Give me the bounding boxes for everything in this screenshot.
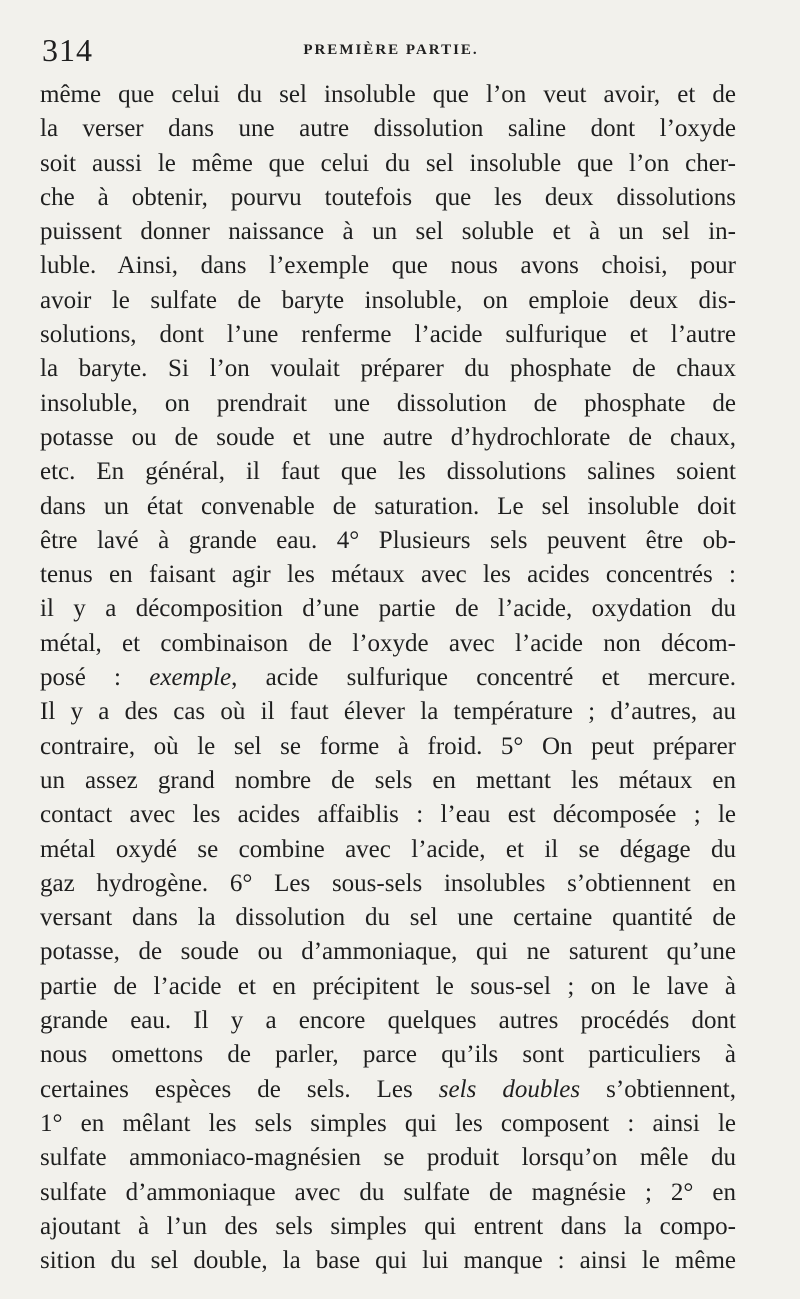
- body-text: [40, 78, 736, 1278]
- text-line: métal, et combinaison de l’oxyde avec l’acide non décom-: [40, 629, 736, 657]
- text-line: sulfate ammoniaco-magnésien se produit lorsqu’on mêle du: [40, 1144, 736, 1172]
- text-line: contact avec les acides affaiblis : l’eau est décomposée ; le: [40, 801, 736, 829]
- text-line: avoir le sulfate de baryte insoluble, on emploie deux dis-: [40, 286, 736, 314]
- text-line: puissent donner naissance à un sel soluble et à un sel in-: [40, 218, 736, 246]
- text-line: soit aussi le même que celui du sel insoluble que l’on cher-: [40, 149, 736, 177]
- text-line: même que celui du sel insoluble que l’on veut avoir, et de: [40, 81, 736, 108]
- italic-term: exemple: [149, 664, 232, 692]
- text-line: potasse ou de soude et une autre d’hydrochlorate de chaux,: [40, 423, 736, 451]
- text-line: etc. En général, il faut que les dissolutions salines soient: [40, 458, 736, 486]
- text-line: [40, 1073, 736, 1107]
- text-line: che à obtenir, pourvu toutefois que les deux dissolutions: [40, 183, 736, 211]
- text-line: grande eau. Il y a encore quelques autres procédés dont: [40, 1007, 736, 1035]
- text-line: 1° en mêlant les sels simples qui les composent : ainsi le: [40, 1109, 736, 1137]
- text-line: la verser dans une autre dissolution saline dont l’oxyde: [40, 115, 736, 143]
- italic-term: sels doubles: [438, 1075, 581, 1103]
- page-header: [42, 30, 740, 70]
- text-line: [40, 661, 736, 695]
- text-line: un assez grand nombre de sels en mettant les métaux en: [40, 766, 736, 794]
- text-segment: posé :: [40, 664, 150, 692]
- text-line: contraire, où le sel se forme à froid. 5° On peut préparer: [40, 732, 736, 760]
- text-line: sition du sel double, la base qui lui manque : ainsi le même: [40, 1247, 736, 1275]
- text-segment: , acide sulfurique concentré et mercure.: [231, 664, 736, 692]
- text-line: solutions, dont l’une renferme l’acide sulfurique et l’autre: [40, 321, 736, 349]
- text-segment: certaines espèces de sels. Les: [40, 1075, 439, 1103]
- text-line: il y a décomposition d’une partie de l’acide, oxydation du: [40, 595, 736, 623]
- text-line: la baryte. Si l’on voulait préparer du phosphate de chaux: [40, 355, 736, 383]
- page-number: 314: [42, 32, 93, 68]
- text-line: ajoutant à l’un des sels simples qui entrent dans la compo-: [40, 1212, 736, 1240]
- text-line: sulfate d’ammoniaque avec du sulfate de magnésie ; 2° en: [40, 1178, 736, 1206]
- text-line: insoluble, on prendrait une dissolution de phosphate de: [40, 389, 736, 417]
- text-line: versant dans la dissolution du sel une certaine quantité de: [40, 904, 736, 932]
- text-line: luble. Ainsi, dans l’exemple que nous avons choisi, pour: [40, 252, 736, 280]
- text-line: gaz hydrogène. 6° Les sous-sels insolubles s’obtiennent en: [40, 869, 736, 897]
- text-segment: s’obtiennent,: [580, 1075, 736, 1103]
- text-line: nous omettons de parler, parce qu’ils sont particuliers à: [40, 1041, 736, 1069]
- text-line: dans un état convenable de saturation. Le sel insoluble doit: [40, 492, 736, 520]
- text-line: être lavé à grande eau. 4° Plusieurs sels peuvent être ob-: [40, 526, 736, 554]
- text-line: potasse, de soude ou d’ammoniaque, qui ne saturent qu’une: [40, 938, 736, 966]
- text-line: métal oxydé se combine avec l’acide, et il se dégage du: [40, 835, 736, 863]
- running-head: PREMIÈRE PARTIE.: [303, 42, 479, 58]
- text-line: tenus en faisant agir les métaux avec les acides concentrés :: [40, 561, 736, 589]
- text-line: Il y a des cas où il faut élever la température ; d’autres, au: [40, 698, 736, 726]
- text-line: partie de l’acide et en précipitent le sous-sel ; on le lave à: [40, 972, 736, 1000]
